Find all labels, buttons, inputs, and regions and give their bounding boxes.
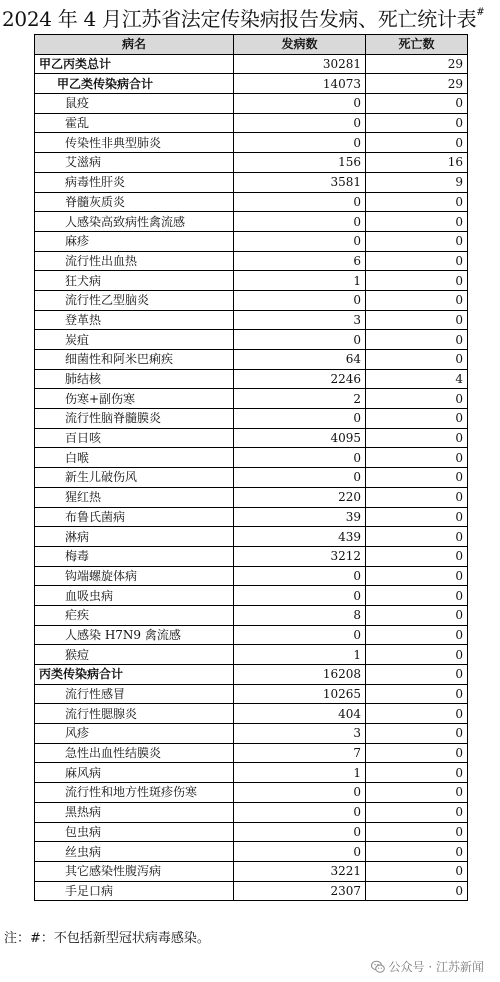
disease-name-cell: 霍乱 [35, 113, 234, 133]
deaths-cell: 0 [366, 468, 468, 488]
deaths-cell: 0 [366, 802, 468, 822]
deaths-cell: 0 [366, 546, 468, 566]
disease-name-cell: 钩端螺旋体病 [35, 566, 234, 586]
deaths-cell: 0 [366, 665, 468, 685]
deaths-cell: 9 [366, 172, 468, 192]
deaths-cell: 0 [366, 684, 468, 704]
table-row [35, 428, 468, 448]
cases-cell: 0 [234, 448, 366, 468]
cases-cell: 3 [234, 724, 366, 744]
table-row [35, 743, 468, 763]
deaths-cell: 29 [366, 74, 468, 94]
table-row [35, 251, 468, 271]
table-row [35, 861, 468, 881]
cases-cell: 0 [234, 783, 366, 803]
disease-name-cell: 传染性非典型肺炎 [35, 133, 234, 153]
cases-cell: 0 [234, 802, 366, 822]
cases-cell: 30281 [234, 54, 366, 74]
table-row [35, 468, 468, 488]
table-row [35, 330, 468, 350]
disease-name-cell: 流行性感冒 [35, 684, 234, 704]
deaths-cell: 0 [366, 842, 468, 862]
table-row [35, 133, 468, 153]
disease-name-cell: 甲乙类传染病合计 [35, 74, 234, 94]
cases-cell: 156 [234, 153, 366, 173]
deaths-cell: 0 [366, 330, 468, 350]
table-row [35, 113, 468, 133]
deaths-cell: 0 [366, 507, 468, 527]
table-row [35, 192, 468, 212]
table-row [35, 802, 468, 822]
disease-name-cell: 布鲁氏菌病 [35, 507, 234, 527]
table-row [35, 350, 468, 370]
title-text: 2024 年 4 月江苏省法定传染病报告发病、死亡统计表 [2, 7, 477, 31]
cases-cell: 0 [234, 133, 366, 153]
table-row [35, 586, 468, 606]
disease-name-cell: 其它感染性腹泻病 [35, 861, 234, 881]
table-row [35, 153, 468, 173]
deaths-cell: 0 [366, 822, 468, 842]
wechat-icon [371, 960, 385, 974]
table-row [35, 566, 468, 586]
deaths-cell: 0 [366, 625, 468, 645]
header-disease: 病名 [35, 35, 234, 55]
deaths-cell: 0 [366, 487, 468, 507]
disease-name-cell: 急性出血性结膜炎 [35, 743, 234, 763]
disease-name-cell: 细菌性和阿米巴痢疾 [35, 350, 234, 370]
cases-cell: 39 [234, 507, 366, 527]
table-row [35, 842, 468, 862]
table-row [35, 172, 468, 192]
deaths-cell: 0 [366, 231, 468, 251]
watermark-text: 公众号 · 江苏新闻 [388, 960, 484, 974]
cases-cell: 0 [234, 842, 366, 862]
table-row [35, 822, 468, 842]
disease-name-cell: 丝虫病 [35, 842, 234, 862]
deaths-cell: 0 [366, 212, 468, 232]
cases-cell: 0 [234, 468, 366, 488]
disease-name-cell: 伤寒+副伤寒 [35, 389, 234, 409]
deaths-cell: 0 [366, 290, 468, 310]
deaths-cell: 0 [366, 350, 468, 370]
cases-cell: 1 [234, 271, 366, 291]
table-row [35, 271, 468, 291]
statistics-table [34, 34, 468, 901]
disease-name-cell: 风疹 [35, 724, 234, 744]
cases-cell: 7 [234, 743, 366, 763]
page-title [2, 6, 498, 32]
table-row [35, 763, 468, 783]
cases-cell: 2246 [234, 369, 366, 389]
table-body [35, 54, 468, 901]
cases-cell: 0 [234, 290, 366, 310]
cases-cell: 16208 [234, 665, 366, 685]
cases-cell: 439 [234, 527, 366, 547]
table-row [35, 231, 468, 251]
deaths-cell: 0 [366, 448, 468, 468]
deaths-cell: 0 [366, 763, 468, 783]
table-row [35, 605, 468, 625]
table-row [35, 54, 468, 74]
disease-name-cell: 狂犬病 [35, 271, 234, 291]
disease-name-cell: 流行性腮腺炎 [35, 704, 234, 724]
disease-name-cell: 流行性乙型脑炎 [35, 290, 234, 310]
cases-cell: 0 [234, 566, 366, 586]
deaths-cell: 0 [366, 586, 468, 606]
disease-name-cell: 甲乙丙类总计 [35, 54, 234, 74]
deaths-cell: 29 [366, 54, 468, 74]
cases-cell: 0 [234, 94, 366, 114]
header-deaths: 死亡数 [366, 35, 468, 55]
disease-name-cell: 白喉 [35, 448, 234, 468]
cases-cell: 0 [234, 113, 366, 133]
deaths-cell: 0 [366, 94, 468, 114]
table-row [35, 546, 468, 566]
disease-name-cell: 血吸虫病 [35, 586, 234, 606]
cases-cell: 1 [234, 645, 366, 665]
disease-name-cell: 病毒性肝炎 [35, 172, 234, 192]
table-row [35, 369, 468, 389]
disease-name-cell: 麻疹 [35, 231, 234, 251]
table-row [35, 290, 468, 310]
disease-name-cell: 麻风病 [35, 763, 234, 783]
deaths-cell: 0 [366, 704, 468, 724]
table-row [35, 704, 468, 724]
table-row [35, 389, 468, 409]
table-row [35, 881, 468, 901]
table-row [35, 645, 468, 665]
cases-cell: 10265 [234, 684, 366, 704]
disease-name-cell: 流行性脑脊髓膜炎 [35, 409, 234, 429]
disease-name-cell: 猩红热 [35, 487, 234, 507]
cases-cell: 64 [234, 350, 366, 370]
deaths-cell: 0 [366, 566, 468, 586]
disease-name-cell: 梅毒 [35, 546, 234, 566]
deaths-cell: 0 [366, 271, 468, 291]
cases-cell: 0 [234, 192, 366, 212]
disease-name-cell: 鼠疫 [35, 94, 234, 114]
disease-name-cell: 登革热 [35, 310, 234, 330]
table-row [35, 448, 468, 468]
disease-name-cell: 新生儿破伤风 [35, 468, 234, 488]
deaths-cell: 0 [366, 783, 468, 803]
table-header [35, 35, 468, 55]
deaths-cell: 0 [366, 428, 468, 448]
cases-cell: 3581 [234, 172, 366, 192]
disease-name-cell: 手足口病 [35, 881, 234, 901]
table-row [35, 625, 468, 645]
disease-name-cell: 流行性和地方性斑疹伤寒 [35, 783, 234, 803]
disease-name-cell: 艾滋病 [35, 153, 234, 173]
table-row [35, 74, 468, 94]
deaths-cell: 0 [366, 605, 468, 625]
deaths-cell: 0 [366, 861, 468, 881]
deaths-cell: 0 [366, 389, 468, 409]
cases-cell: 2 [234, 389, 366, 409]
cases-cell: 3212 [234, 546, 366, 566]
cases-cell: 0 [234, 212, 366, 232]
cases-cell: 8 [234, 605, 366, 625]
table-row [35, 665, 468, 685]
header-cases: 发病数 [234, 35, 366, 55]
deaths-cell: 0 [366, 192, 468, 212]
deaths-cell: 0 [366, 310, 468, 330]
cases-cell: 6 [234, 251, 366, 271]
table-row [35, 94, 468, 114]
disease-name-cell: 流行性出血热 [35, 251, 234, 271]
cases-cell: 0 [234, 625, 366, 645]
disease-name-cell: 人感染高致病性禽流感 [35, 212, 234, 232]
deaths-cell: 0 [366, 113, 468, 133]
deaths-cell: 0 [366, 881, 468, 901]
cases-cell: 220 [234, 487, 366, 507]
disease-name-cell: 脊髓灰质炎 [35, 192, 234, 212]
table-row [35, 527, 468, 547]
disease-name-cell: 包虫病 [35, 822, 234, 842]
deaths-cell: 0 [366, 743, 468, 763]
disease-name-cell: 猴痘 [35, 645, 234, 665]
table-row [35, 409, 468, 429]
table-row [35, 310, 468, 330]
cases-cell: 0 [234, 231, 366, 251]
footnote: 注：#：不包括新型冠状病毒感染。 [4, 931, 210, 946]
table-row [35, 507, 468, 527]
cases-cell: 2307 [234, 881, 366, 901]
deaths-cell: 0 [366, 409, 468, 429]
cases-cell: 14073 [234, 74, 366, 94]
cases-cell: 1 [234, 763, 366, 783]
table-row [35, 212, 468, 232]
table-row [35, 783, 468, 803]
disease-name-cell: 疟疾 [35, 605, 234, 625]
header-row [35, 35, 468, 55]
disease-name-cell: 黑热病 [35, 802, 234, 822]
deaths-cell: 0 [366, 645, 468, 665]
cases-cell: 0 [234, 822, 366, 842]
cases-cell: 4095 [234, 428, 366, 448]
disease-name-cell: 淋病 [35, 527, 234, 547]
cases-cell: 0 [234, 409, 366, 429]
deaths-cell: 0 [366, 527, 468, 547]
title-mark: # [476, 7, 485, 18]
disease-name-cell: 肺结核 [35, 369, 234, 389]
disease-name-cell: 百日咳 [35, 428, 234, 448]
cases-cell: 404 [234, 704, 366, 724]
cases-cell: 3221 [234, 861, 366, 881]
table-row [35, 724, 468, 744]
watermark [371, 958, 484, 975]
cases-cell: 0 [234, 330, 366, 350]
deaths-cell: 16 [366, 153, 468, 173]
cases-cell: 0 [234, 586, 366, 606]
table-row [35, 487, 468, 507]
deaths-cell: 0 [366, 251, 468, 271]
disease-name-cell: 丙类传染病合计 [35, 665, 234, 685]
disease-name-cell: 炭疽 [35, 330, 234, 350]
deaths-cell: 0 [366, 724, 468, 744]
cases-cell: 3 [234, 310, 366, 330]
deaths-cell: 4 [366, 369, 468, 389]
disease-name-cell: 人感染 H7N9 禽流感 [35, 625, 234, 645]
deaths-cell: 0 [366, 133, 468, 153]
table-row [35, 684, 468, 704]
